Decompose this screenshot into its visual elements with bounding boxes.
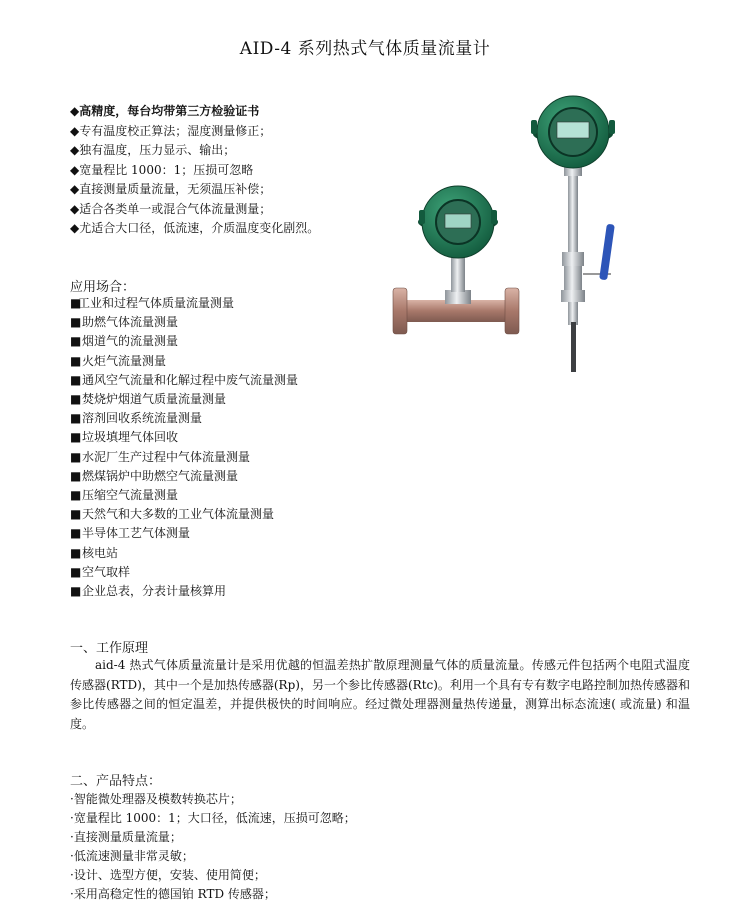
application-item: ■水泥厂生产过程中气体流量测量: [70, 448, 390, 467]
square-bullet-icon: ■: [70, 507, 82, 522]
application-item: ■助燃气体流量测量: [70, 313, 390, 332]
square-bullet-icon: ■: [70, 411, 82, 426]
application-item: ■垃圾填埋气体回收: [70, 428, 390, 447]
feature-item: ◆专有温度校正算法；湿度测量修正；: [70, 123, 272, 138]
list-item: ·低流速测量非常灵敏；: [70, 849, 194, 863]
flowmeter-product-photo: [385, 92, 645, 382]
application-item: ■压缩空气流量测量: [70, 486, 390, 505]
list-item: ·宽量程比 1000：1；大口径，低流速，压损可忽略；: [70, 811, 356, 825]
square-bullet-icon: ■: [70, 488, 82, 503]
feature-item: ◆宽量程比 1000：1；压损可忽略: [70, 162, 254, 177]
square-bullet-icon: ■: [70, 296, 82, 310]
square-bullet-icon: ■: [70, 372, 82, 387]
application-item: ■半导体工艺气体测量: [70, 524, 390, 543]
list-item: ·采用高稳定性的德国铂 RTD 传感器；: [70, 887, 276, 901]
application-item: ■空气取样: [70, 563, 390, 582]
application-item: ■工业和过程气体质量流量测量: [70, 294, 390, 313]
square-bullet-icon: ■: [70, 564, 82, 579]
application-item: ■天然气和大多数的工业气体流量测量: [70, 505, 390, 524]
feature-list: [70, 102, 400, 239]
square-bullet-icon: ■: [70, 526, 82, 541]
insertion-flowmeter: [531, 96, 615, 372]
application-item: ■燃煤锅炉中助燃空气流量测量: [70, 467, 390, 486]
square-bullet-icon: ■: [70, 584, 82, 599]
product-features-list: [70, 790, 670, 904]
applications-list: [70, 294, 390, 601]
square-bullet-icon: ■: [70, 545, 82, 560]
square-bullet-icon: ■: [70, 392, 82, 407]
list-item: ·设计、选型方便，安装、使用简便；: [70, 868, 266, 882]
square-bullet-icon: ■: [70, 449, 82, 464]
square-bullet-icon: ■: [70, 315, 82, 330]
list-item: ·直接测量质量流量；: [70, 830, 182, 844]
feature-item: ◆高精度，每台均带第三方检验证书: [70, 104, 260, 118]
valve-handle-icon: [599, 224, 615, 281]
section-heading-product-features: 二、产品特点：: [70, 774, 162, 789]
section-heading-working-principle: 一、工作原理: [70, 641, 149, 656]
application-item: ■火炬气流量测量: [70, 352, 390, 371]
application-item: ■烟道气的流量测量: [70, 332, 390, 351]
application-item: ■溶剂回收系统流量测量: [70, 409, 390, 428]
square-bullet-icon: ■: [70, 353, 82, 368]
feature-item: ◆适合各类单一或混合气体流量测量；: [70, 201, 272, 216]
feature-item: ◆独有温度，压力显示、输出；: [70, 143, 236, 157]
square-bullet-icon: ■: [70, 430, 82, 445]
application-item: ■企业总表，分表计量核算用: [70, 582, 390, 601]
application-item: ■核电站: [70, 544, 390, 563]
page-title: AID-4 系列热式气体质量流量计: [239, 39, 491, 59]
inline-flowmeter: [393, 186, 519, 334]
feature-item: ◆直接测量质量流量，无须温压补偿；: [70, 182, 272, 196]
applications-heading: 应用场合：: [70, 280, 136, 295]
square-bullet-icon: ■: [70, 334, 82, 349]
list-item: ·智能微处理器及模数转换芯片；: [70, 792, 242, 806]
application-item: ■焚烧炉烟道气质量流量测量: [70, 390, 390, 409]
working-principle-paragraph: aid-4 热式气体质量流量计是采用优越的恒温差热扩散原理测量气体的质量流量。传感元件包括两个电阻式温度传感器(RTD)，其中一个是加热传感器(Rp)，另一个参比传感器(Rtc)。利用一个具有专有数字电路控制加热传感器和参比传感器之间的恒定温差，并提供极快的时间响应。经过微处理器测量热传递量，测算出标态流速( 或流量) 和温度。: [70, 658, 690, 731]
feature-item: ◆尤适合大口径，低流速，介质温度变化剧烈。: [70, 221, 320, 235]
square-bullet-icon: ■: [70, 468, 82, 483]
application-item: ■通风空气流量和化解过程中废气流量测量: [70, 371, 390, 390]
